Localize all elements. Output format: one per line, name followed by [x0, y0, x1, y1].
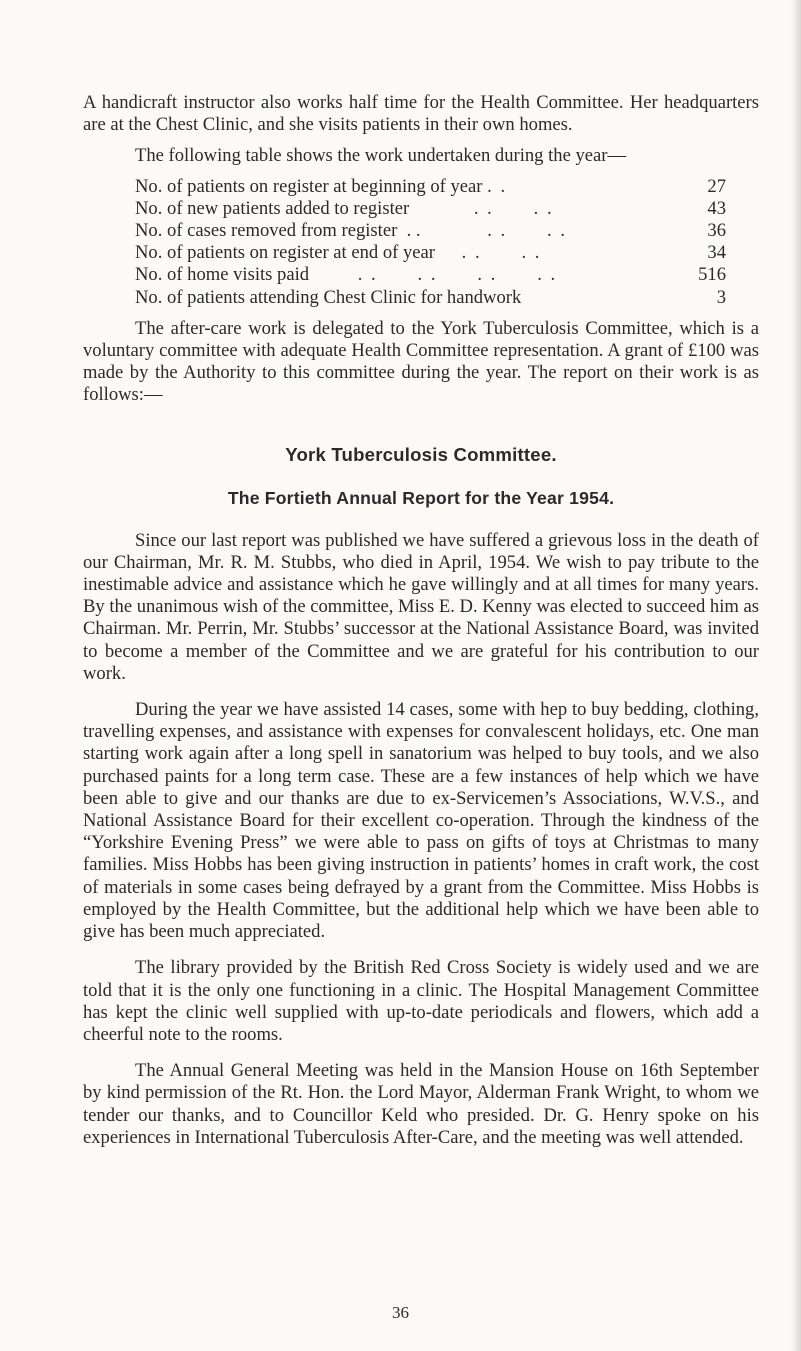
page-number: 36: [392, 1303, 409, 1322]
leader-dots: . . . .: [461, 242, 542, 264]
row-label: No. of patients attending Chest Clinic for handwork: [135, 286, 522, 308]
aftercare-paragraph: The after-care work is delegated to the York Tuberculosis Committee, which is a voluntary committee with adequate Health Committee representation. A grant of £100 was made by the Authority to this committee during the year. The report on their work is as follows:—: [83, 317, 759, 406]
row-value: 3: [716, 286, 726, 308]
row-value: 516: [698, 264, 726, 286]
row-value: 27: [707, 175, 726, 197]
table-row: [135, 220, 726, 242]
intro-paragraph: A handicraft instructor also works half time for the Health Committee. Her headquarters are at the Chest Clinic, and she visits patients in their own homes.: [83, 92, 759, 136]
table-row: [135, 287, 726, 309]
leader-dots: . . . .: [473, 197, 554, 219]
report-paragraph-1: Since our last report was published we have suffered a grievous loss in the death of our Chairman, Mr. R. M. Stubbs, who died in April, 1954. We wish to pay tribute to the inestimable advice and assistance which he gave willingly and at all times for many years. By the unanimous wish of the committee, Miss E. D. Kenny was elected to succeed him as Chairman. Mr. Perrin, Mr. Stubbs’ successor at the National Assistance Board, was invited to become a member of the Committee and we are grateful for his contribution to our work.: [83, 529, 759, 684]
report-subheading: The Fortieth Annual Report for the Year 1954.: [227, 487, 615, 508]
row-label: No. of cases removed from register . . . . . .: [135, 220, 567, 242]
leader-dots: . . . . . . . .: [357, 264, 558, 286]
row-label: No. of new patients added to register . . . .: [135, 197, 554, 219]
report-paragraph-3: The library provided by the British Red Cross Society is widely used and we are told that it is the only one functioning in a clinic. The Hospital Management Committee has kept the clinic well supplied with up-to-date periodicals and flowers, which add a cheerful note to the rooms.: [83, 957, 759, 1045]
report-paragraph-2: During the year we have assisted 14 cases, some with hep to buy bedding, clothing, travelling expenses, and assistance with expenses for convalescent holidays, etc. One man starting work again after a long spell in sanatorium was helped to buy tools, and we also purchased paints for a long term case. These are a few instances of help which we have been able to give and our thanks are due to ex-Servicemen’s Associations, W.V.S., and National Assistance Board for their excellent co-operation. Through the kindness of the “Yorkshire Evening Press” we were able to pass on gifts of toys at Christmas to many families. Miss Hobbs has been giving instruction in patients’ homes in craft work, the cost of materials in some cases being defrayed by a grant from the Committee. Miss Hobbs is employed by the Health Committee, but the additional help which we have been able to give has been much appreciated.: [83, 699, 759, 943]
row-label: No. of patients on register at end of year . . . .: [135, 242, 542, 264]
table-row: [135, 242, 726, 264]
table-intro-paragraph: The following table shows the work undertaken during the year—: [135, 145, 627, 167]
page-edge-shadow: [791, 0, 801, 1351]
report-paragraph-4: The Annual General Meeting was held in the Mansion House on 16th September by kind permission of the Rt. Hon. the Lord Mayor, Alderman Frank Wright, to whom we tender our thanks, and to Councillor Keld who presided. Dr. G. Henry spoke on his experiences in International Tuberculosis After-Care, and the meeting was well attended.: [83, 1060, 759, 1148]
leader-dots: . .: [487, 175, 508, 197]
row-value: 34: [707, 242, 726, 264]
row-label: No. of patients on register at beginning of year . .: [135, 175, 508, 197]
table-row: [135, 264, 726, 286]
row-value: 36: [707, 220, 726, 242]
table-row: [135, 176, 726, 198]
leader-dots: . . . .: [487, 220, 567, 242]
report-heading: York Tuberculosis Committee.: [285, 443, 557, 465]
work-table: [135, 176, 726, 309]
page-content: [83, 92, 759, 1149]
row-label: No. of home visits paid . . . . . . . .: [135, 264, 558, 286]
table-row: [135, 198, 726, 220]
row-value: 43: [707, 197, 726, 219]
